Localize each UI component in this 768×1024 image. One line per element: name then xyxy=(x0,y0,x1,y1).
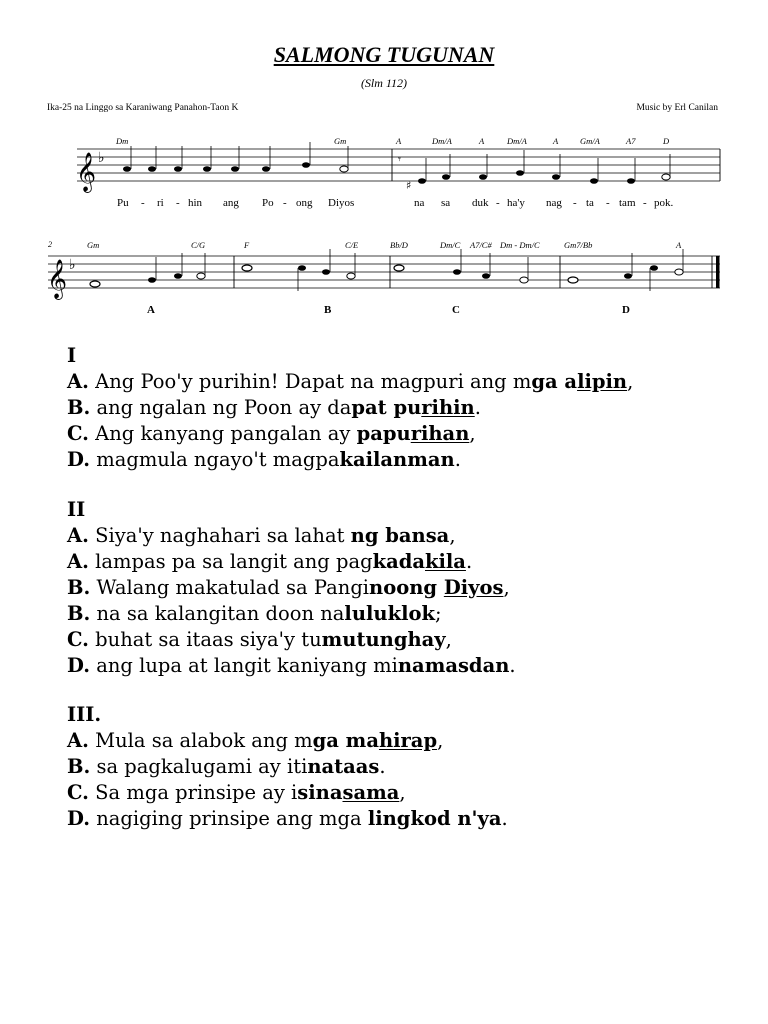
part-marker-c: C xyxy=(452,304,460,316)
chord-symbol: D xyxy=(663,136,670,146)
stanza-label: III. xyxy=(67,703,102,726)
verse-line xyxy=(67,780,747,806)
lyric-syllable: - xyxy=(496,197,500,209)
lyrics-system-1 xyxy=(117,197,674,209)
chord-symbol: A7 xyxy=(626,136,636,146)
verse-text: . xyxy=(509,653,516,677)
whole-note xyxy=(90,281,100,287)
note xyxy=(148,166,156,172)
chord-symbol: Dm/A xyxy=(507,136,527,146)
verse-text: Walang makatulad sa Pangi xyxy=(90,575,370,599)
verse-text: , xyxy=(445,627,452,651)
emphasized-text: A. xyxy=(67,370,89,393)
emphasized-text: noong xyxy=(369,575,444,599)
chord-symbol: A xyxy=(553,136,559,146)
emphasized-text: kada xyxy=(372,549,425,573)
emphasized-text: luluklok xyxy=(344,601,436,625)
verse-text: . xyxy=(465,549,473,573)
lyric-syllable: pok. xyxy=(654,197,674,209)
verse-text: , xyxy=(399,781,406,804)
liturgical-occasion: Ika-25 na Linggo sa Karaniwang Panahon-Taon K xyxy=(47,103,239,113)
verse-line xyxy=(67,728,747,754)
whole-note xyxy=(394,265,404,271)
emphasized-text: Diyos xyxy=(443,575,504,599)
chord-symbol: A xyxy=(676,240,682,250)
note xyxy=(627,178,635,184)
emphasized-text: rihin xyxy=(421,396,475,419)
lyric-syllable: Po xyxy=(262,197,274,209)
note xyxy=(231,166,239,172)
chord-symbol: Dm/A xyxy=(432,136,452,146)
emphasized-text: hirap xyxy=(378,729,438,752)
emphasized-text: rihan xyxy=(410,422,470,445)
lyric-syllable: ha'y xyxy=(507,197,525,209)
verse-text: , xyxy=(437,729,444,752)
emphasized-text: pat pu xyxy=(351,396,422,419)
note xyxy=(123,166,131,172)
note xyxy=(479,174,487,180)
lyric-syllable: - xyxy=(283,197,287,209)
chord-symbols-system-2 xyxy=(87,240,682,250)
verse-text: lampas pa sa langit ang pag xyxy=(88,549,373,573)
verse-text: , xyxy=(449,523,456,547)
verse-text: magmula ngayo't magpa xyxy=(90,448,340,471)
lyric-syllable: - xyxy=(643,197,647,209)
emphasized-text: ng bansa xyxy=(350,523,450,547)
chord-symbol: F xyxy=(244,240,250,250)
verse-text: Ang Poo'y purihin! Dapat na magpuri ang m xyxy=(88,370,532,393)
stanza-label: I xyxy=(67,344,77,367)
emphasized-text: nataas xyxy=(307,755,380,778)
staff-lines xyxy=(48,256,720,288)
lyric-syllable: ang xyxy=(223,197,239,209)
emphasized-text: A. xyxy=(67,523,89,547)
verse-line xyxy=(67,653,747,679)
half-note xyxy=(347,273,355,279)
note xyxy=(482,273,490,279)
verse-text: nagiging prinsipe ang mga xyxy=(90,807,368,830)
verse-text: ; xyxy=(435,601,442,625)
chord-symbol: Dm xyxy=(116,136,129,146)
verse-line xyxy=(67,369,747,395)
part-marker-a: A xyxy=(147,304,155,316)
lyric-syllable: hin xyxy=(188,197,203,209)
verse-text: Sa mga prinsipe ay i xyxy=(88,781,298,804)
verse-line xyxy=(67,754,747,780)
note xyxy=(650,265,658,271)
emphasized-text: B. xyxy=(67,575,91,599)
lyric-syllable: - xyxy=(176,197,180,209)
part-markers xyxy=(147,304,630,316)
chord-symbol: Bb/D xyxy=(390,240,408,250)
chord-symbols-system-1 xyxy=(115,136,670,146)
verse-text: . xyxy=(379,755,386,778)
verse-line xyxy=(67,549,747,575)
chord-symbol: Gm xyxy=(87,240,100,250)
verses xyxy=(67,343,747,856)
emphasized-text: C. xyxy=(67,781,89,804)
emphasized-text: mutunghay xyxy=(321,627,446,651)
lyric-syllable: - xyxy=(141,197,145,209)
page-title: SALMONG TUGUNAN xyxy=(273,42,495,67)
system-number: 2 xyxy=(48,240,52,249)
half-note xyxy=(340,166,348,172)
whole-note xyxy=(242,265,252,271)
staff-system-2 xyxy=(47,240,720,316)
treble-clef-icon: 𝄞 xyxy=(76,152,97,192)
lyric-syllable: - xyxy=(606,197,610,209)
lyric-syllable: ong xyxy=(296,197,313,209)
emphasized-text: lipin xyxy=(577,370,628,393)
emphasized-text: D. xyxy=(67,653,91,677)
emphasized-text: B. xyxy=(67,601,91,625)
note xyxy=(418,178,426,184)
lyric-syllable: - xyxy=(573,197,577,209)
emphasized-text: C. xyxy=(67,422,89,445)
verse-text: na sa kalangitan doon na xyxy=(90,601,345,625)
emphasized-text: B. xyxy=(67,755,91,778)
half-note xyxy=(520,277,528,283)
chord-symbol: Gm xyxy=(334,136,347,146)
note xyxy=(590,178,598,184)
verse-line xyxy=(67,806,747,832)
verse-line xyxy=(67,447,747,473)
note xyxy=(322,269,330,275)
emphasized-text: C. xyxy=(67,627,89,651)
chord-symbol: A xyxy=(396,136,402,146)
note xyxy=(624,273,632,279)
verse-line xyxy=(67,421,747,447)
chord-symbol: Dm/C xyxy=(440,240,461,250)
note-stems xyxy=(156,249,683,291)
stanza xyxy=(67,343,747,473)
flat-key-signature-icon: ♭ xyxy=(98,150,105,166)
verse-text: sa pagkalugami ay iti xyxy=(90,755,308,778)
lyric-syllable: Diyos xyxy=(328,197,355,209)
emphasized-text: lingkod n'ya xyxy=(367,807,502,830)
treble-clef-icon: 𝄞 xyxy=(47,259,68,299)
lyric-syllable: tam xyxy=(619,197,636,209)
verse-text: . xyxy=(474,396,481,419)
lyric-syllable: nag xyxy=(546,197,562,209)
verse-line xyxy=(67,575,747,601)
whole-note xyxy=(568,277,578,283)
staff-system-1 xyxy=(76,136,720,209)
emphasized-text: D. xyxy=(67,448,91,471)
verse-text: Mula sa alabok ang m xyxy=(88,729,313,752)
verse-line xyxy=(67,601,747,627)
flat-key-signature-icon: ♭ xyxy=(69,257,76,273)
verse-text: Siya'y naghahari sa lahat xyxy=(88,523,351,547)
verse-line xyxy=(67,523,747,549)
note xyxy=(298,265,306,271)
emphasized-text: namasdan xyxy=(397,653,510,677)
emphasized-text: D. xyxy=(67,807,91,830)
note xyxy=(453,269,461,275)
sharp-accidental-icon: ♯ xyxy=(406,179,412,192)
part-marker-b: B xyxy=(324,304,332,316)
lyric-syllable: Pu xyxy=(117,197,129,209)
chord-symbol: C/E xyxy=(345,240,359,250)
part-marker-d: D xyxy=(622,304,630,316)
verse-text: buhat sa itaas siya'y tu xyxy=(88,627,322,651)
verse-text: ang lupa at langit kaniyang mi xyxy=(90,653,398,677)
emphasized-text: kila xyxy=(424,549,466,573)
half-note xyxy=(662,174,670,180)
music-score xyxy=(0,0,768,330)
emphasized-text: ga ma xyxy=(312,729,379,752)
verse-line xyxy=(67,627,747,653)
verse-text: , xyxy=(503,575,510,599)
verse-text: ang ngalan ng Poon ay da xyxy=(90,396,352,419)
note xyxy=(148,277,156,283)
chord-symbol: A7/C# xyxy=(470,240,492,250)
verse-line xyxy=(67,395,747,421)
verse-text: Ang kanyang pangalan ay xyxy=(88,422,357,445)
emphasized-text: ga a xyxy=(531,370,578,393)
chord-symbol: Gm7/Bb xyxy=(564,240,593,250)
stanza xyxy=(67,702,747,832)
emphasized-text: sina xyxy=(297,781,343,804)
note xyxy=(302,162,310,168)
emphasized-text: B. xyxy=(67,396,91,419)
emphasized-text: kailanman xyxy=(339,448,455,471)
note xyxy=(203,166,211,172)
composer-credit: Music by Erl Canilan xyxy=(636,103,718,113)
psalm-reference: (Slm 112) xyxy=(360,76,408,90)
emphasized-text: sama xyxy=(342,781,400,804)
chord-symbol: C/G xyxy=(191,240,206,250)
note xyxy=(516,170,524,176)
half-note xyxy=(675,269,683,275)
note xyxy=(174,273,182,279)
notes-system-2 xyxy=(90,265,683,287)
chord-symbol: Gm/A xyxy=(580,136,600,146)
final-barline xyxy=(716,256,720,288)
emphasized-text: papu xyxy=(356,422,411,445)
half-note xyxy=(197,273,205,279)
rest-icon: 𝄾 xyxy=(398,153,401,166)
stanza-label: II xyxy=(67,497,86,521)
stanza xyxy=(67,497,747,679)
notes-system-1 xyxy=(123,153,670,192)
emphasized-text: A. xyxy=(67,549,89,573)
verse-text: . xyxy=(454,448,461,471)
chord-symbol: Dm - Dm/C xyxy=(500,240,540,250)
emphasized-text: A. xyxy=(67,729,89,752)
verse-text: . xyxy=(501,807,508,830)
lyric-syllable: na xyxy=(414,197,425,209)
verse-text: , xyxy=(627,370,634,393)
lyric-syllable: ta xyxy=(586,197,594,209)
chord-symbol: A xyxy=(479,136,485,146)
lyric-syllable: ri xyxy=(157,197,164,209)
note xyxy=(552,174,560,180)
verse-text: , xyxy=(469,422,476,445)
note xyxy=(442,174,450,180)
note xyxy=(262,166,270,172)
lyric-syllable: sa xyxy=(441,197,451,209)
note xyxy=(174,166,182,172)
lyric-syllable: duk xyxy=(472,197,489,209)
